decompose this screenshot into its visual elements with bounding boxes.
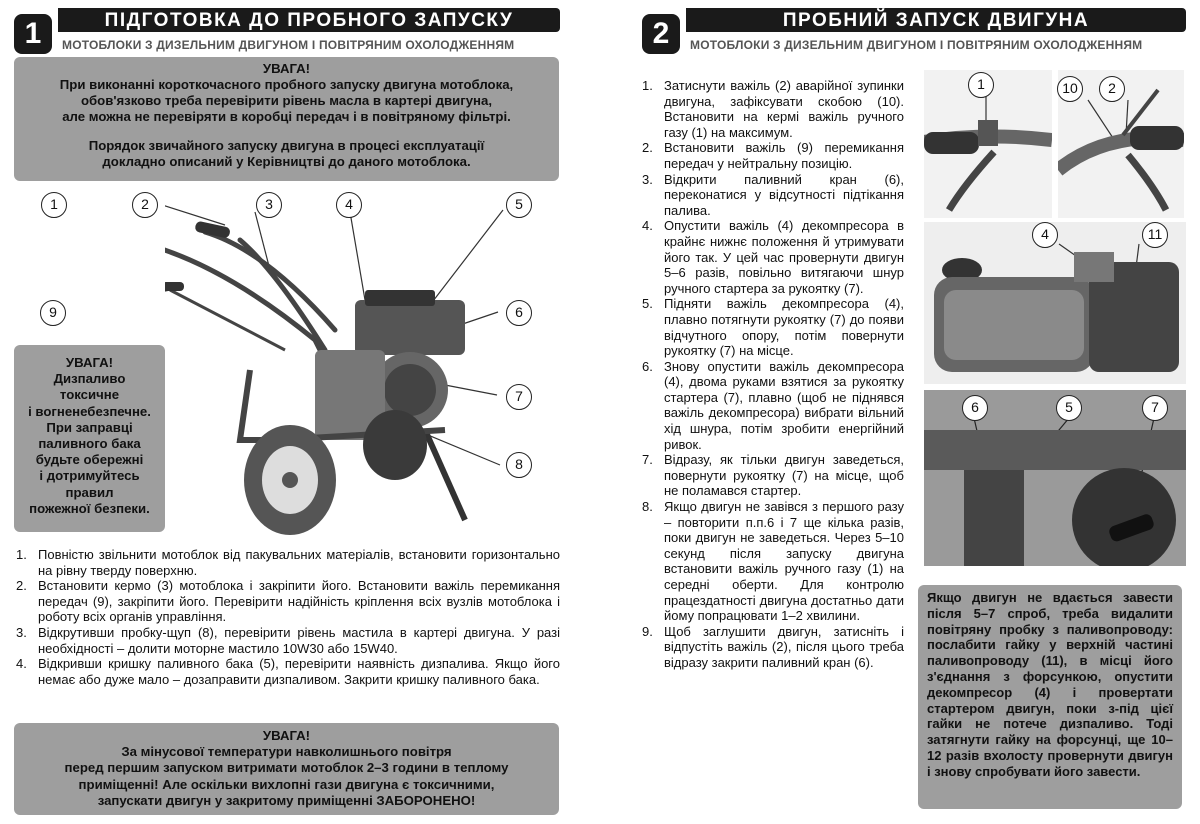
list-item: 2. Встановити кермо (3) мотоблока і закріпити його. Встановити важіль перемикання передач (9), закріпити його. Перевірити надійність кріплення всіх вузлів мотоблока і роботу всіх органів управління.	[16, 578, 560, 625]
callout-2: 2	[1099, 76, 1125, 102]
warning-box-side	[14, 345, 165, 532]
warning-box-top	[14, 57, 559, 181]
list-item: 9. Щоб заглушити двигун, затисніть і відпустіть важіль (2), після цього треба відразу закрити паливний кран (6).	[642, 623, 904, 670]
list-item: 6. Знову опустити важіль декомпресора (4), двома руками взятися за рукоятку стартера (7), плавно (щоб не піднявся важіль декомпресора) вибрати вільний хід шнура, потім зробити енергійний ривок.	[642, 358, 904, 452]
warning-line: докладно описаний у Керівництві до даного мотоблока.	[102, 154, 471, 169]
warning-line: пожежної безпеки.	[29, 500, 150, 516]
list-item: 5. Підняти важіль декомпресора (4), плавно потягнути рукоятку (7) до появи відчутного опору, потім повернути рукоятку (7) на місце.	[642, 296, 904, 359]
callout-8: 8	[506, 452, 532, 478]
warning-title: УВАГА!	[262, 728, 311, 743]
section-number: 2	[642, 14, 680, 54]
callout-7: 7	[506, 384, 532, 410]
callout-9: 9	[40, 300, 66, 326]
section-header	[14, 8, 560, 54]
warning-box-bottom	[14, 723, 559, 815]
list-item: 8. Якщо двигун не завівся з першого разу – повторити п.п.6 і 7 ще кілька разів, поки двигун не заведеться. Через 5–10 секунд після запуску двигуна встановити важіль ручного газу (1) на середні оберти. Для контролю працездатності двигуна достатньо дати йому попрацювати 1–2 хвилини.	[642, 499, 904, 624]
callout-1: 1	[968, 72, 994, 98]
engine-decompressor-drawing	[924, 222, 1186, 384]
list-item: 2. Встановити важіль (9) перемикання передач у нейтральну позицію.	[642, 140, 904, 171]
warning-line: перед першим запуском витримати мотоблок 2–3 години в теплому	[64, 760, 509, 776]
warning-line: правил	[65, 484, 114, 500]
list-item: 7. Відразу, як тільки двигун заведеться, повернути рукоятку (7) на місце, щоб не поламався стартер.	[642, 452, 904, 499]
warning-line: і вогненебезпечне.	[28, 403, 151, 419]
callout-7: 7	[1142, 395, 1168, 421]
callout-10: 10	[1057, 76, 1083, 102]
list-item: 4. Опустити важіль (4) декомпресора в крайнє нижнє положення й утримувати його так. У цей час провернути двигун 5–6 разів, повільно витягаючи шнур ручного стартера за рукоятку (7).	[642, 218, 904, 296]
tiller-illustration	[165, 190, 565, 535]
warning-box-airlock: Якщо двигун не вдається завести після 5–7 спроб, треба видалити повітряну пробку з паливопроводу: послабити гайку у верхній частині паливопроводу (11), в місці його з'єднання з форсункою, опустити декомпресор (4) і провертати стартером двигун, поки з-під цієї гайки не потече дизпаливо. Тоді затягнути гайку на форсунці, ще 10–12 разів вхолосту провернути двигун і знову спробувати його завести.	[918, 585, 1182, 809]
list-item: 3. Відкрити паливний кран (6), переконатися у відсутності підтікання палива.	[642, 171, 904, 218]
photo-engine-decompressor	[924, 222, 1186, 384]
section-header	[642, 8, 1186, 54]
preparation-steps	[14, 547, 560, 687]
warning-line: Порядок звичайного запуску двигуна в процесі експлуатації	[88, 138, 485, 153]
warning-line: але можна не перевіряти в коробці передач і в повітряному фільтрі.	[62, 109, 511, 124]
warning-line: обов'язково треба перевірити рівень масла в картері двигуна,	[80, 93, 493, 108]
warning-line: і дотримуйтесь	[39, 468, 140, 484]
warning-line: За мінусової температури навколишнього повітря	[121, 744, 452, 760]
warning-line: будьте обережні	[35, 452, 144, 468]
right-page	[600, 0, 1200, 824]
callout-11: 11	[1142, 222, 1168, 248]
callout-6: 6	[506, 300, 532, 326]
section-subtitle: МОТОБЛОКИ З ДИЗЕЛЬНИМ ДВИГУНОМ І ПОВІТРЯНИМ ОХОЛОДЖЕННЯМ	[62, 38, 515, 52]
callout-5: 5	[1056, 395, 1082, 421]
warning-line: Дизпаливо	[53, 371, 126, 387]
callout-5: 5	[506, 192, 532, 218]
warning-line: При виконанні короткочасного пробного запуску двигуна мотоблока,	[59, 77, 514, 92]
list-item: 1. Повністю звільнити мотоблок від пакувальних матеріалів, встановити горизонтально на рівну тверду поверхню.	[16, 547, 560, 578]
list-item: 4. Відкривши кришку паливного бака (5), перевірити наявність дизпалива. Якщо його немає або дуже мало – дозаправити дизпаливом. Закрити кришку паливного бака.	[16, 656, 560, 687]
list-item: 3. Відкрутивши пробку-щуп (8), перевірити рівень мастила в картері двигуна. У разі необхідності – долити моторне мастило 10W30 або 15W40.	[16, 624, 560, 656]
section-title: ПРОБНИЙ ЗАПУСК ДВИГУНА	[686, 8, 1186, 32]
callout-3: 3	[256, 192, 282, 218]
warning-line: запускати двигун у закритому приміщенні ЗАБОРОНЕНО!	[97, 792, 476, 808]
tiller-drawing	[165, 190, 565, 535]
callout-6: 6	[962, 395, 988, 421]
startup-steps	[640, 78, 904, 671]
warning-line: приміщенні! Але оскільки вихлопні гази двигуна є токсичними,	[78, 776, 495, 792]
section-number: 1	[14, 14, 52, 54]
list-item: 1. Затиснути важіль (2) аварійної зупинки двигуна, зафіксувати скобою (10). Встановити на кермі важіль ручного газу (1) на максимум.	[642, 78, 904, 140]
callout-4: 4	[336, 192, 362, 218]
section-subtitle: МОТОБЛОКИ З ДИЗЕЛЬНИМ ДВИГУНОМ І ПОВІТРЯНИМ ОХОЛОДЖЕННЯМ	[690, 38, 1143, 52]
section-title: ПІДГОТОВКА ДО ПРОБНОГО ЗАПУСКУ	[58, 8, 560, 32]
callout-1: 1	[41, 192, 67, 218]
warning-line: УВАГА!	[65, 355, 114, 370]
warning-line: паливного бака	[38, 436, 141, 452]
warning-line: токсичне	[59, 387, 120, 403]
warning-line: При заправці	[46, 419, 133, 435]
warning-title: УВАГА!	[262, 61, 311, 76]
callout-2: 2	[132, 192, 158, 218]
callout-4: 4	[1032, 222, 1058, 248]
